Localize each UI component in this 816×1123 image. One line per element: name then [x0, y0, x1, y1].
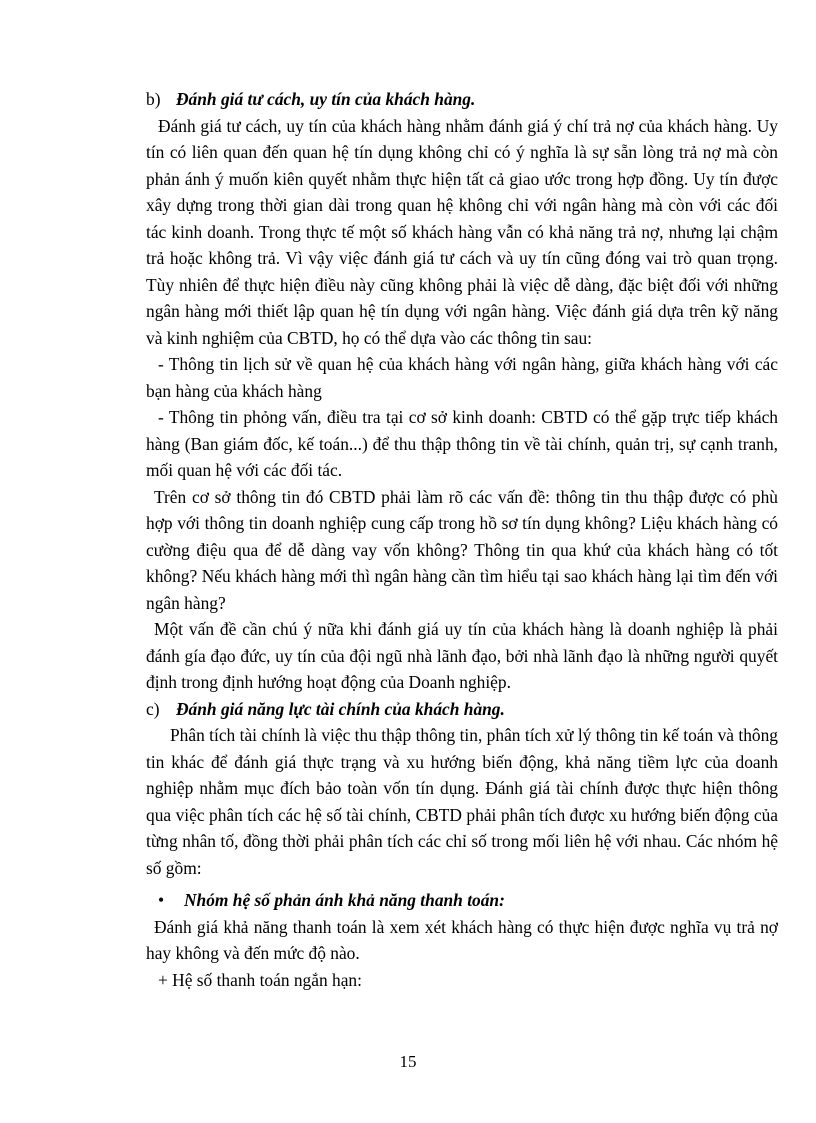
paragraph-financial-analysis: Phân tích tài chính là việc thu thập thông tin, phân tích xử lý thông tin kế toán và thông tin khác để đánh giá thực trạng và xu hướng biến động, khả năng tiềm lực của doanh nghiệp nhằm mục đích bảo toàn vốn tín dụng. Đánh giá tài chính được thực hiện thông qua việc phân tích các hệ số tài chính, CBTD phải phân tích được xu hướng biến động của từng nhân tố, đồng thời phải phân tích các chỉ số trong mối liên hệ với nhau. Các nhóm hệ số gồm:	[146, 725, 778, 878]
paragraph-reputation-intro: Đánh giá tư cách, uy tín của khách hàng nhằm đánh giá ý chí trả nợ của khách hàng. Uy tín có liên quan đến quan hệ tín dụng không chỉ có ý nghĩa là sự sẵn lòng trả nợ mà còn phản ánh ý muốn kiên quyết nhằm thực hiện tất cả giao ước trong hợp đồng. Uy tín được xây dựng trong thời gian dài trong quan hệ không chỉ với ngân hàng mà còn với các đối tác kinh doanh. Trong thực tế một số khách hàng vẫn có khả năng trả nợ, nhưng lại chậm trả hoặc không trả. Vì vậy việc đánh giá tư cách và uy tín cũng đóng vai trò quan trọng. Tùy nhiên để thực hiện điều này cũng không phải là việc dễ dàng, đặc biệt đối với những ngân hàng mới thiết lập quan hệ tín dụng với ngân hàng. Việc đánh giá dựa trên kỹ năng và kinh nghiệm của CBTD, họ có thể dựa vào các thông tin sau:	[146, 115, 778, 348]
document-body	[146, 86, 778, 993]
section-b-marker: b)	[146, 89, 161, 109]
list-item-short-term-ratio: + Hệ số thanh toán ngắn hạn:	[158, 969, 362, 990]
section-c-title: Đánh giá năng lực tài chính của khách hàng.	[176, 698, 505, 719]
section-b-heading	[146, 86, 778, 113]
paragraph-leadership: Một vấn đề cần chú ý nữa khi đánh giá uy tín của khách hàng là doanh nghiệp là phải đánh gía đạo đức, uy tín của đội ngũ nhà lãnh đạo, bởi nhà lãnh đạo là những người quyết định trong định hướng hoạt động của Doanh nghiệp.	[146, 619, 778, 692]
page-number: 15	[399, 1052, 417, 1071]
bullet-liquidity-group	[146, 887, 778, 914]
paragraph-verification: Trên cơ sở thông tin đó CBTD phải làm rõ các vấn đề: thông tin thu thập được có phù hợp với thông tin doanh nghiệp cung cấp trong hồ sơ tín dụng không? Liệu khách hàng có cường điệu qua để dễ dàng vay vốn không? Thông tin qua khứ của khách hàng có tốt không? Nếu khách hàng mới thì ngân hàng cần tìm hiểu tại sao khách hàng lại tìm đến với ngân hàng?	[146, 486, 778, 613]
list-item-history-info: - Thông tin lịch sử về quan hệ của khách hàng với ngân hàng, giữa khách hàng với các bạn hàng của khách hàng	[146, 354, 778, 401]
bullet-liquidity-text: Nhóm hệ số phản ánh khả năng thanh toán:	[184, 890, 505, 910]
section-c-heading	[146, 696, 778, 723]
bullet-icon: •	[158, 890, 165, 910]
list-item-interview-info: - Thông tin phỏng vấn, điều tra tại cơ sở kinh doanh: CBTD có thể gặp trực tiếp khách hàng (Ban giám đốc, kế toán...) để thu thập thông tin về tài chính, quản trị, sự cạnh tranh, mối quan hệ với các đối tác.	[146, 407, 778, 480]
section-b-title: Đánh giá tư cách, uy tín của khách hàng.	[176, 89, 476, 109]
section-c-marker: c)	[146, 698, 160, 719]
paragraph-liquidity: Đánh giá khả năng thanh toán là xem xét khách hàng có thực hiện được nghĩa vụ trả nợ hay không và đến mức độ nào.	[146, 916, 778, 963]
